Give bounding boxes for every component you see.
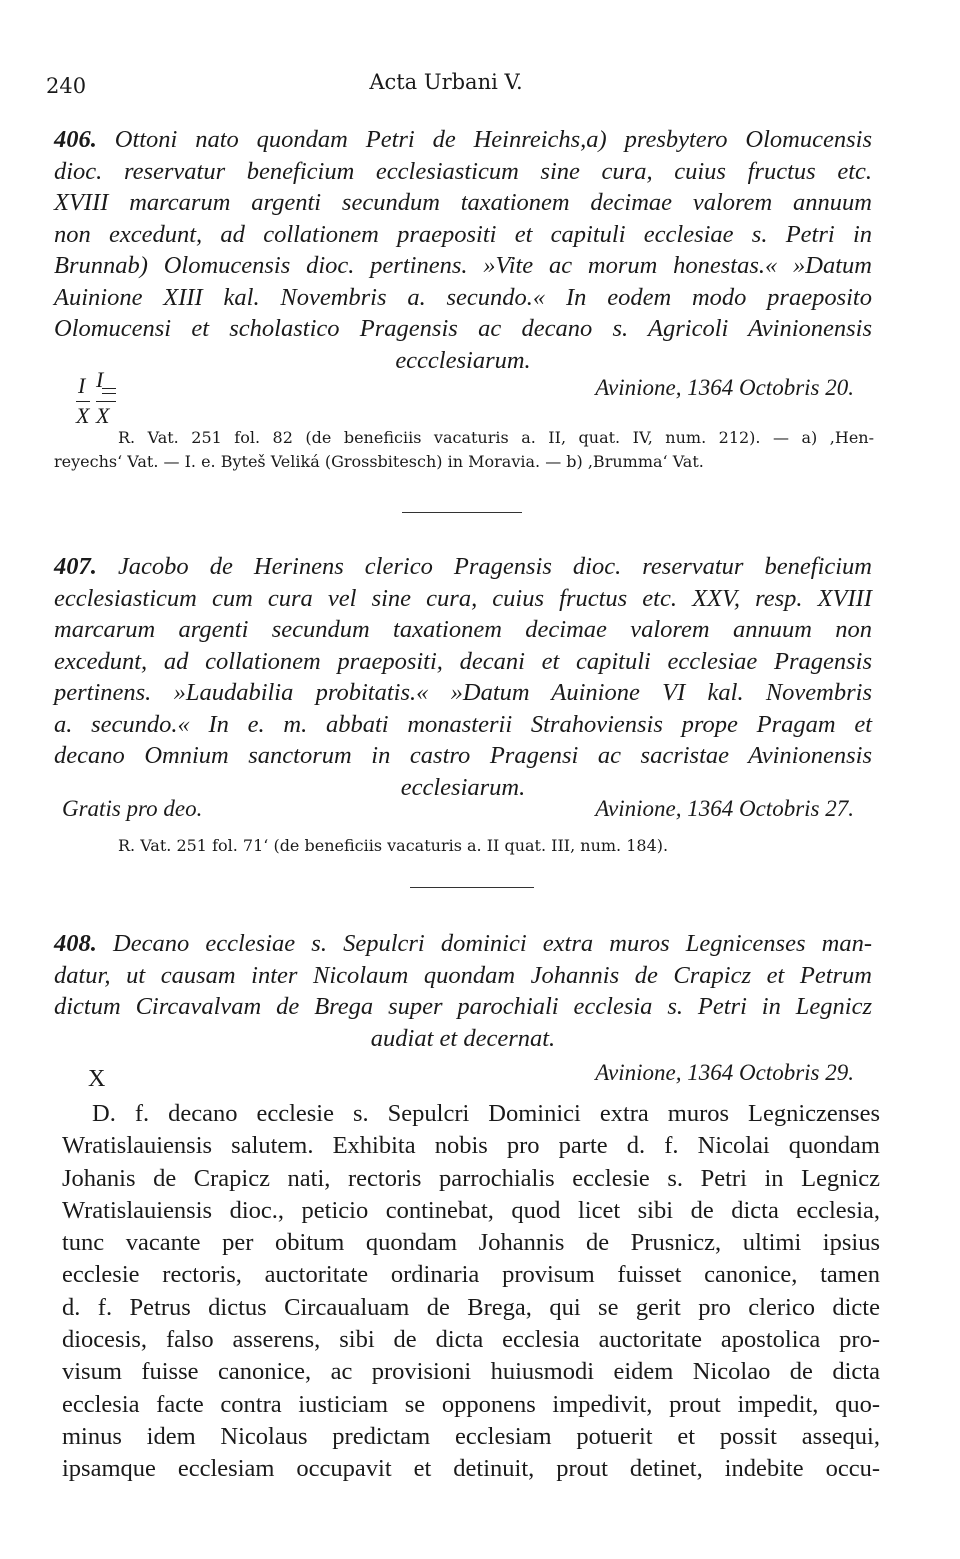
source-line: R. Vat. 251 fol. 71‘ (de beneficiis vacaturis a. II quat. III, num. 184). — [118, 836, 669, 855]
entry-line: dioc. reservatur beneficium ecclesiasticum sine cura, cuius fructus etc. — [54, 157, 872, 185]
letter-line: Wratislauiensis salutem. Exhibita nobis pro parte d. f. Nicolai quondam — [62, 1132, 880, 1160]
letter-line: diocesis, falso asserens, sibi de dicta ecclesia auctoritate apostolica pro- — [62, 1326, 880, 1354]
entry-line — [54, 124, 872, 156]
entry-406-summary — [54, 124, 872, 376]
entry-last-line: audiat et decernat. — [370, 1024, 556, 1052]
entry-line: ecclesiasticum cum cura vel sine cura, cuius fructus etc. XXV, resp. XVIII — [54, 584, 872, 612]
entry-line: non excedunt, ad collationem praepositi et capituli ecclesiae s. Petri in — [54, 220, 872, 248]
entry-line: decano Omnium sanctorum in castro Pragensi ac sacristae Avinionensis — [54, 742, 872, 769]
taxa-mark: X — [88, 1066, 106, 1092]
entry-407-summary — [54, 551, 872, 803]
entry-line: pertinens. »Laudabilia probitatis.« »Datum Auinione VI kal. Novembris — [54, 679, 872, 706]
entry-408-date-row — [54, 1060, 854, 1094]
entry-line-text: Ottoni nato quondam Petri de Heinreichs,a) presbytero Olomucensis — [114, 126, 872, 153]
section-divider — [402, 512, 522, 513]
entry-last-line: eccclesiarum. — [395, 346, 531, 374]
section-divider — [410, 887, 534, 888]
entry-407-date-row — [54, 796, 854, 830]
entry-line: a. secundo.« In e. m. abbati monasterii Strahoviensis prope Pragam et — [54, 710, 872, 738]
entry-line-text: Jacobo de Herinens clerico Pragensis dioc. reservatur beneficium — [117, 553, 872, 580]
letter-line: minus idem Nicolaus predictam ecclesiam potuerit et possit assequi, — [62, 1422, 880, 1450]
source-line: R. Vat. 251 fol. 82 (de beneficiis vacaturis a. II, quat. IV, num. 212). — a) ,Hen- — [118, 428, 874, 447]
entry-line: marcarum argenti secundum taxationem decimae valorem annuum non — [54, 616, 872, 643]
taxa-top-1: I — [78, 373, 86, 398]
entry-date: Avinione, 1364 Octobris 29. — [595, 1060, 854, 1085]
entry-line: excedunt, ad collationem praepositi, decani et capituli ecclesiae Pragensis — [54, 647, 872, 675]
entry-number: 407. — [54, 553, 97, 580]
taxa-top-2: I — [96, 367, 104, 392]
taxa-bottom-1: X — [76, 403, 90, 428]
entry-406-source — [54, 426, 874, 474]
entry-line: Auinione XIII kal. Novembris a. secundo.« In eodem modo praeposito — [54, 283, 872, 311]
entry-line: XVIII marcarum argenti secundum taxationem decimae valorem annuum — [54, 189, 872, 216]
entry-line: dictum Circavalvam de Brega super parochiali ecclesia s. Petri in Legnicz — [54, 993, 872, 1020]
letter-line: Johanis de Crapicz nati, rectoris parrochialis ecclesie s. Petri in Legnicz — [62, 1164, 880, 1192]
entry-406-date-row — [54, 375, 854, 409]
entry-line — [54, 551, 872, 583]
entry-line: Brunnab) Olomucensis dioc. pertinens. »Vite ac morum honestas.« »Datum — [54, 252, 872, 279]
entry-number: 406. — [54, 126, 97, 153]
entry-number: 408. — [54, 930, 97, 957]
letter-line: ecclesia facte contra iusticiam se opponens impedivit, prout impedit, quo- — [62, 1390, 880, 1418]
entry-line: datur, ut causam inter Nicolaum quondam Johannis de Crapicz et Petrum — [54, 961, 872, 989]
entry-line-text: Decano ecclesiae s. Sepulcri dominici extra muros Legnicenses man- — [113, 930, 872, 957]
entry-line — [54, 928, 872, 960]
letter-line: Wratislauiensis dioc., peticio continebat, quod licet sibi de dicta ecclesia, — [62, 1196, 880, 1224]
entry-date: Avinione, 1364 Octobris 27. — [595, 796, 854, 821]
entry-408-letter — [62, 1098, 880, 1486]
letter-line: tunc vacante per obitum quondam Johannis de Prusnicz, ultimi ipsius — [62, 1229, 880, 1257]
letter-line: ipsamque ecclesiam occupavit et detinuit, prout detinet, indebite occu- — [62, 1455, 880, 1483]
entry-last-line: ecclesiarum. — [400, 773, 526, 801]
letter-line: ecclesie rectoris, auctoritate ordinaria provisum fuisset canonice, tamen — [62, 1261, 880, 1289]
entry-date: Avinione, 1364 Octobris 20. — [595, 375, 854, 400]
entry-note: Gratis pro deo. — [62, 796, 203, 821]
running-title: Acta Urbani V. — [369, 70, 523, 94]
entry-408-summary — [54, 928, 872, 1054]
letter-line: visum fuisse canonice, ac provisioni huiusmodi eidem Nicolao de dicta — [62, 1358, 880, 1386]
letter-line: D. f. decano ecclesie s. Sepulcri Dominici extra muros Legniczenses — [92, 1100, 880, 1127]
page-header — [46, 70, 846, 104]
entry-407-source — [118, 834, 818, 858]
taxa-bottom-2: X — [96, 403, 110, 428]
page-number: 240 — [46, 74, 87, 98]
entry-line: Olomucensi et scholastico Pragensis ac decano s. Agricoli Avinionensis — [54, 315, 872, 342]
source-line: reyechs‘ Vat. — I. e. Byteš Veliká (Grossbitesch) in Moravia. — b) ,Brumma‘ Vat. — [54, 452, 704, 471]
letter-line: d. f. Petrus dictus Circaualuam de Brega, qui se gerit pro clerico dicte — [62, 1293, 880, 1321]
